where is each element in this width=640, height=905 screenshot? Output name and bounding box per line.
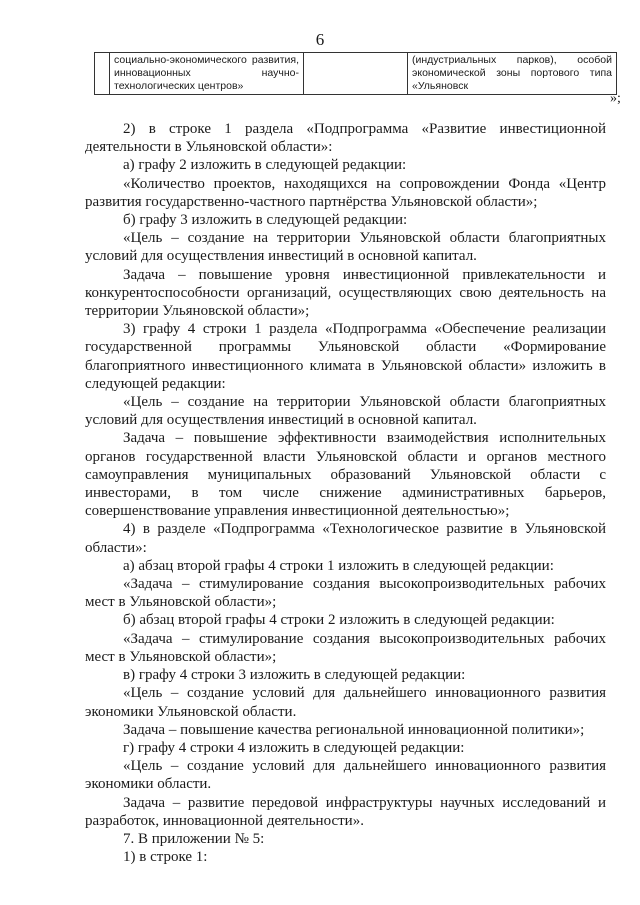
table-closing-quote: »; (610, 91, 621, 106)
paragraph: Задача – повышение эффективности взаимодействия исполнительных органов государственной власти Ульяновской области и органов местного самоуправления муниципальных образований Ульяновской области с инвесторами, в том числе снижение административных барьеров, совершенствование управления инвестиционной деятельностью»; (85, 430, 606, 520)
paragraph: Задача – повышение качества региональной инновационной политики»; (123, 721, 585, 738)
paragraph: в) графу 4 строки 3 изложить в следующей редакции: (123, 667, 466, 684)
paragraph: «Цель – создание условий для дальнейшего инновационного развития экономики области. (85, 758, 606, 793)
table-row (95, 53, 617, 95)
paragraph: «Задача – стимулирование создания высокопроизводительных рабочих мест в Ульяновской области»; (85, 630, 606, 665)
paragraph: б) графу 3 изложить в следующей редакции: (123, 212, 408, 229)
paragraph: 3) графу 4 строки 1 раздела «Подпрограмма «Обеспечение реализации государственной программы Ульяновской области «Формирование благоприятного инвестиционного климата в Ульяновской области» изложить в следующей редакции: (85, 321, 606, 392)
paragraph: а) графу 2 изложить в следующей редакции: (123, 157, 407, 174)
table-cell-empty (304, 53, 408, 95)
paragraph: 4) в разделе «Подпрограмма «Технологическое развитие в Ульяновской области»: (85, 521, 606, 556)
paragraph: а) абзац второй графы 4 строки 1 изложить в следующей редакции: (123, 557, 554, 574)
paragraph: «Цель – создание на территории Ульяновской области благоприятных условий для осуществления инвестиций в основной капитал. (85, 230, 606, 265)
paragraph: «Задача – стимулирование создания высокопроизводительных рабочих мест в Ульяновской области»; (85, 576, 606, 611)
paragraph: 7. В приложении № 5: (123, 830, 265, 847)
paragraph: 1) в строке 1: (123, 849, 208, 866)
paragraph: «Цель – создание условий для дальнейшего инновационного развития экономики Ульяновской области. (85, 685, 606, 720)
table-cell-right: (индустриальных парков), особой экономической зоны портового типа «Ульяновск (408, 53, 617, 95)
document-body (85, 120, 606, 866)
paragraph: Задача – развитие передовой инфраструктуры научных исследований и разработок, инновационной деятельности». (85, 794, 606, 829)
paragraph: г) графу 4 строки 4 изложить в следующей редакции: (123, 739, 465, 756)
table-cell-empty (95, 53, 110, 95)
table-cell-left: социально-экономического развития, инновационных научно-технологических центров» (110, 53, 304, 95)
paragraph: Задача – повышение уровня инвестиционной привлекательности и конкурентоспособности организаций, осуществляющих свою деятельность на территории Ульяновской области»; (85, 266, 606, 320)
paragraph: б) абзац второй графы 4 строки 2 изложить в следующей редакции: (123, 612, 555, 629)
paragraph: «Цель – создание на территории Ульяновской области благоприятных условий для осуществления инвестиций в основной капитал. (85, 394, 606, 429)
paragraph: 2) в строке 1 раздела «Подпрограмма «Развитие инвестиционной деятельности в Ульяновской области»: (85, 121, 606, 156)
page-number: 6 (315, 30, 325, 49)
continuation-table (94, 52, 617, 95)
paragraph: «Количество проектов, находящихся на сопровождении Фонда «Центр развития государственно-частного партнёрства Ульяновской области»; (85, 175, 606, 210)
